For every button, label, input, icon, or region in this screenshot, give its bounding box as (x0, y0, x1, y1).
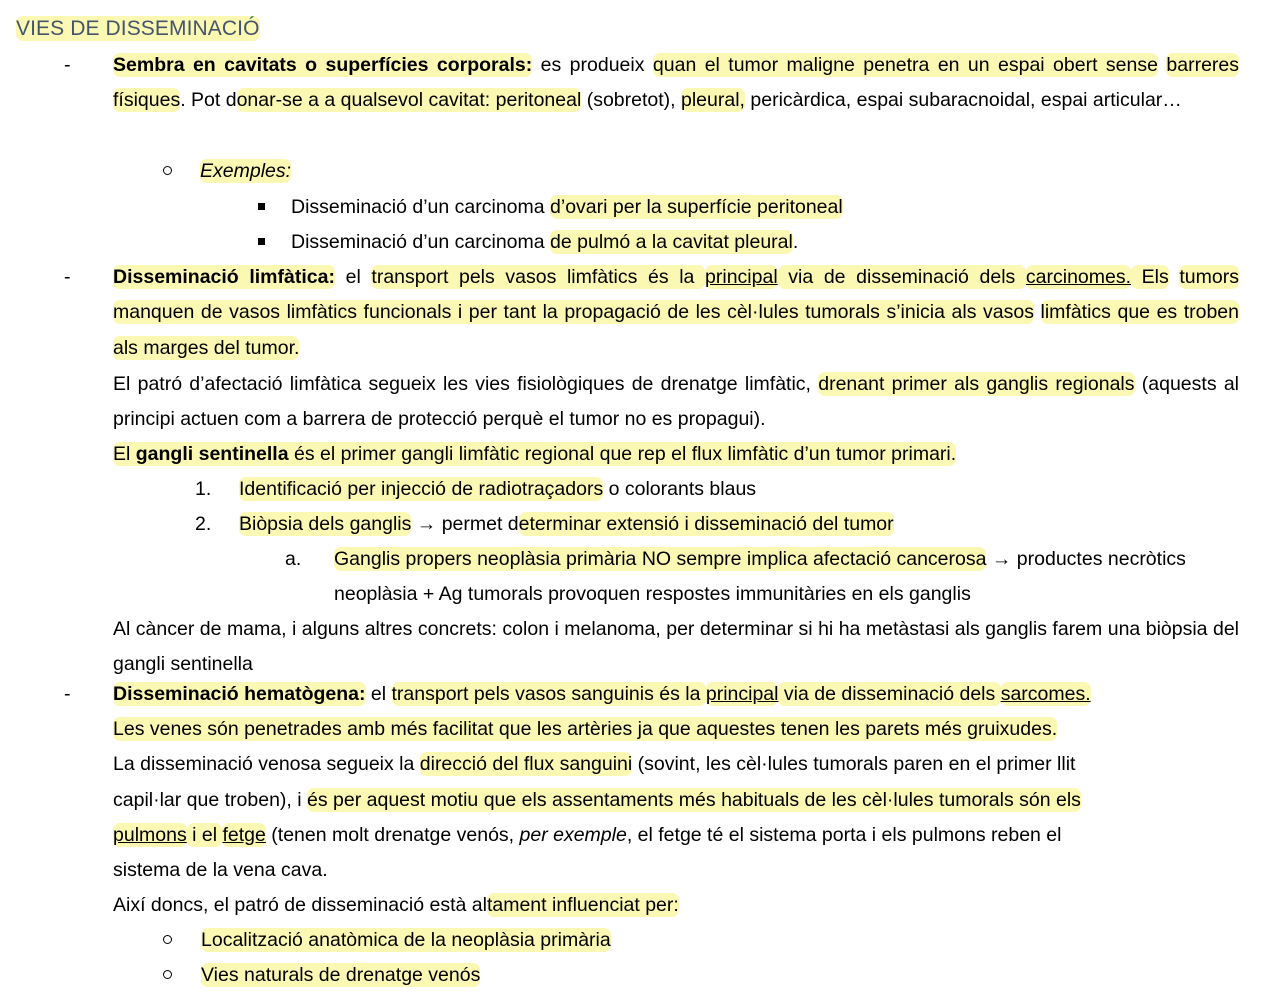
paragraph-sembra (113, 48, 1239, 119)
patro-hl: drenant primer als ganglis regionals (818, 373, 1135, 395)
hematogena-underline-sarcomes: sarcomes. (1000, 683, 1091, 705)
gangli-bold: gangli sentinella (135, 443, 289, 465)
paragraph-gangli-sentinella (113, 437, 956, 472)
venosa-text-a: La disseminació venosa segueix la (113, 753, 420, 775)
underline-pulmons: pulmons (113, 824, 187, 846)
venosa-text-b: (sovint, les cèl·lules tumorals paren en el primer llit (632, 753, 1076, 775)
paragraph-mama (113, 612, 1239, 683)
list-item-2 (239, 507, 894, 542)
pulmons-text-a: (tenen molt drenatge venós, (265, 824, 520, 846)
limfatica-hl-1: transport pels vasos limfàtics és la (371, 266, 706, 288)
sembra-text-d: pericàrdica, espai (744, 89, 904, 112)
pulmons-italic: per exemple (519, 824, 627, 846)
list-item-a (334, 542, 1239, 613)
gangli-text-a: El (113, 443, 136, 465)
circle-bullet-icon (163, 970, 172, 979)
venosa-hl: direcció del flux sanguini (419, 753, 633, 775)
sembra-text-e: subaracnoidal, espai articular… (908, 89, 1182, 112)
patro-text-b: (aquests al principi actuen com a barrera de protecció perquè el tumor no es propagui). (113, 373, 1239, 431)
venosa-text-c: capil·lar que troben), i (113, 789, 308, 811)
aixi-hl: tament influenciat per: (486, 894, 679, 916)
patro-text-a: El patró d’afectació limfàtica segueix les vies fisiològiques de drenatge limfàtic, (113, 373, 819, 395)
exemple-2-hl: de pulmó a la cavitat pleural (550, 231, 793, 253)
page-title-text: VIES DE DISSEMINACIÓ (16, 17, 260, 40)
hematogena-label: Disseminació hematògena: (113, 683, 366, 705)
bullet-circle-1 (163, 923, 172, 958)
hematogena-text-a: el (365, 683, 392, 705)
paragraph-hematogena-line1 (113, 677, 1091, 712)
list-number-1: 1. (195, 478, 212, 500)
sembra-hl-1: quan el tumor maligne penetra en un espai obert sense (652, 54, 1158, 76)
paragraph-venosa-line2 (113, 783, 1081, 818)
limfatica-hl-2: via de disseminació dels (777, 266, 1026, 288)
limfatica-text-a: el (334, 266, 372, 288)
list-item-1 (239, 472, 756, 507)
paragraph-pulmons (113, 818, 1061, 853)
sembra-hl-4: pleural, (681, 89, 745, 112)
mama-text-2: farem una biòpsia del gangli sentinella (113, 618, 1239, 676)
square-bullet-icon (258, 238, 265, 245)
exemple-2-period: . (792, 231, 799, 253)
list-letter-a: a. (285, 548, 302, 570)
limfatica-label: Disseminació limfàtica: (113, 266, 335, 288)
pulmons-text-mid: i el (186, 824, 223, 846)
limfatica-underline-carcinomes: carcinomes. (1025, 266, 1132, 288)
list-1-text: o colorants blaus (603, 478, 757, 500)
sembra-hl-2: barreres físiques (113, 54, 1240, 112)
circle-bullet-icon (163, 935, 172, 944)
list-2-text: → permet d (411, 513, 519, 535)
page-title (16, 14, 260, 44)
bullet-dash-2: - (64, 266, 71, 288)
aixi-text: Així doncs, el patró de disseminació està al (113, 894, 487, 916)
bullet-circle-exemples (163, 154, 172, 189)
paragraph-patro (113, 367, 1239, 438)
sembra-hl-3: onar-se a a qualsevol cavitat: peritoneal (236, 89, 582, 112)
exemple-item-2 (291, 225, 798, 260)
list-a-text-2: necròtics neoplàsia + Ag tumorals provoquen respostes immunitàries en els ganglis (334, 548, 1186, 606)
list-number-2: 2. (195, 513, 212, 535)
limfatica-hl-3: Els (1131, 266, 1169, 288)
exemple-1-hl: d’ovari per la superfície peritoneal (550, 196, 843, 218)
final-item-1-hl: Localització anatòmica de la neoplàsia primària (201, 929, 611, 951)
hematogena-underline-principal: principal (705, 683, 779, 705)
paragraph-venes (113, 712, 1057, 747)
exemples-label-text: Exemples: (200, 160, 292, 182)
paragraph-limfatica (113, 260, 1239, 366)
paragraph-venosa-line1 (113, 747, 1075, 782)
mama-text-1: Al càncer de mama, i alguns altres concrets: colon i melanoma, per determinar si hi ha metàstasi als ganglis (113, 618, 1047, 640)
bullet-dash-3: - (64, 683, 71, 705)
exemples-label (200, 154, 291, 189)
sembra-text-c: (sobretot), (581, 89, 681, 112)
sembra-label: Sembra en cavitats o superfícies corporals: (113, 54, 533, 76)
hematogena-hl-1: transport pels vasos sanguinis és la (391, 683, 706, 705)
sembra-text-a: es produeix (532, 54, 653, 76)
list-2-hl-2: eterminar extensió i disseminació del tumor (518, 513, 894, 535)
vena-cava-text: sistema de la vena cava. (113, 859, 328, 881)
sembra-text-b: . Pot d (180, 89, 237, 112)
circle-bullet-icon (163, 166, 172, 175)
limfatica-underline-principal: principal (705, 266, 778, 288)
bullet-square-2 (258, 225, 265, 260)
final-item-2 (201, 958, 480, 993)
bullet-square-1 (258, 190, 265, 225)
list-a-text: → productes (986, 548, 1103, 570)
final-item-2-hl: Vies naturals de drenatge venós (201, 964, 481, 986)
bullet-dash-1: - (64, 54, 71, 76)
bullet-circle-2 (163, 958, 172, 993)
square-bullet-icon (258, 203, 265, 210)
paragraph-aixi-doncs (113, 888, 679, 923)
final-item-1 (201, 923, 611, 958)
list-2-hl-1: Biòpsia dels ganglis (239, 513, 412, 535)
gangli-text-b: és el primer gangli limfàtic regional que rep el flux limfàtic d’un tumor primari. (288, 443, 957, 465)
underline-fetge: fetge (222, 824, 266, 846)
hematogena-hl-2: via de disseminació dels (778, 683, 1001, 705)
exemple-item-1 (291, 190, 843, 225)
exemple-1-text: Disseminació d’un carcinoma (291, 196, 551, 218)
paragraph-vena-cava (113, 853, 328, 888)
venes-hl: Les venes són penetrades amb més facilitat que les artèries ja que aquestes tenen les parets més gruixudes. (113, 718, 1058, 740)
venosa-hl-2: és per aquest motiu que els assentaments més habituals de les cèl·lules tumorals són els (307, 789, 1081, 811)
limfatica-hl-5: limfàtics que es troben als marges del tumor. (113, 301, 1239, 359)
exemple-2-text: Disseminació d’un carcinoma (291, 231, 551, 253)
pulmons-text-b: , el fetge té el sistema porta i els pulmons reben el (626, 824, 1062, 846)
limfatica-hl-4: tumors manquen de vasos limfàtics funcionals i per tant la propagació de les cèl·lules tumorals s’inicia als vasos (113, 266, 1239, 324)
list-a-hl: Ganglis propers neoplàsia primària NO sempre implica afectació cancerosa (334, 548, 987, 570)
list-1-hl: Identificació per injecció de radiotraçadors (239, 478, 604, 500)
